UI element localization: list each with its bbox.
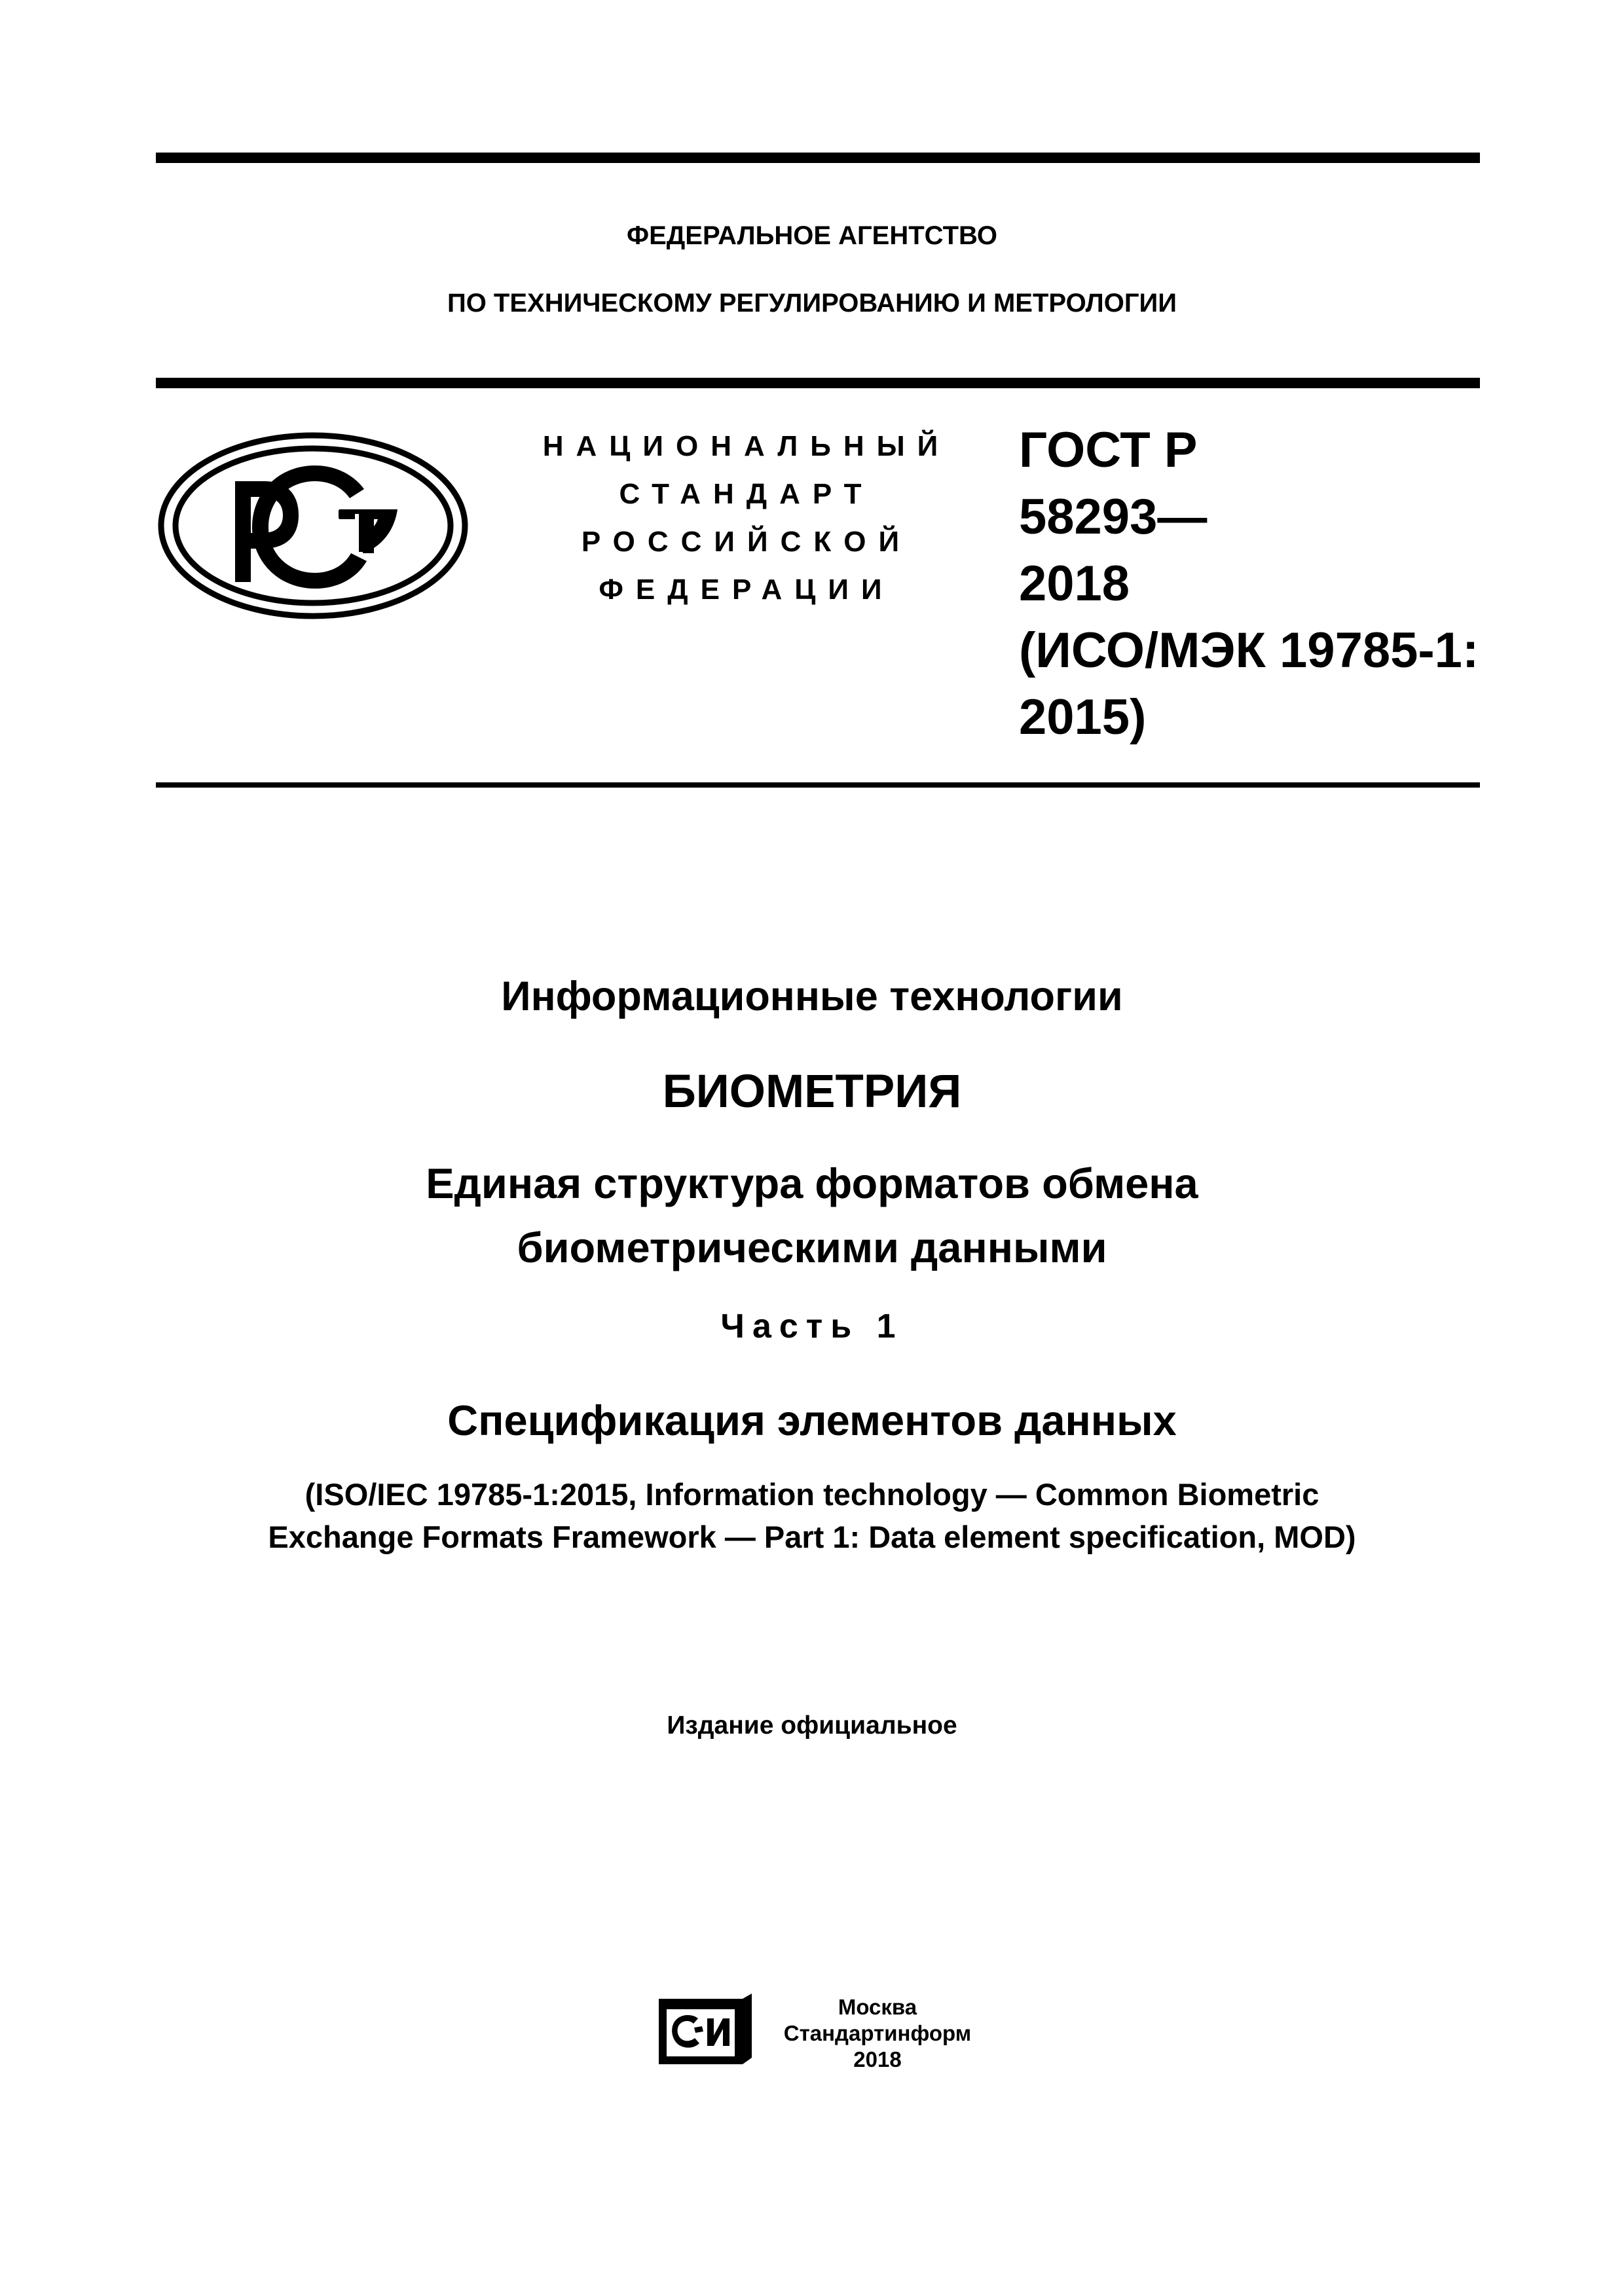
designation-line-2: 58293— bbox=[1019, 489, 1208, 545]
national-standard-heading bbox=[504, 422, 989, 613]
standard-designation bbox=[1019, 417, 1477, 751]
national-standard-line-4: ФЕДЕРАЦИИ bbox=[599, 574, 895, 606]
title-name-line-1: Единая структура форматов обмена bbox=[426, 1159, 1198, 1207]
title-name-line-2: биометрическими данными bbox=[517, 1224, 1107, 1271]
agency-name-line-2: ПО ТЕХНИЧЕСКОМУ РЕГУЛИРОВАНИЮ И МЕТРОЛОГИИ bbox=[447, 289, 1177, 318]
source-standard-line-2: Exchange Formats Framework — Part 1: Data element specification, MOD) bbox=[268, 1520, 1356, 1554]
designation-line-1: ГОСТ Р bbox=[1019, 422, 1198, 478]
designation-line-4: (ИСО/МЭК 19785-1: bbox=[1019, 623, 1479, 678]
publisher-name: Стандартинформ bbox=[783, 2021, 972, 2045]
title-subject: БИОМЕТРИЯ bbox=[662, 1066, 962, 1118]
header-rule bbox=[156, 378, 1480, 388]
publisher-year: 2018 bbox=[853, 2047, 902, 2071]
title-part-name: Спецификация элементов данных bbox=[447, 1396, 1177, 1444]
edition-note: Издание официальное bbox=[667, 1711, 957, 1740]
national-standard-line-2: СТАНДАРТ bbox=[619, 478, 874, 510]
source-standard-line-1: (ISO/IEC 19785-1:2015, Information technology — Common Biometric bbox=[304, 1477, 1320, 1512]
designation-line-5: 2015) bbox=[1019, 689, 1147, 745]
national-standard-line-3: РОССИЙСКОЙ bbox=[581, 526, 912, 558]
publisher-block bbox=[760, 1994, 995, 2073]
national-standard-line-1: НАЦИОНАЛЬНЫЙ bbox=[542, 430, 951, 462]
gost-r-logo-icon bbox=[156, 429, 470, 622]
agency-name-line-1: ФЕДЕРАЛЬНОЕ АГЕНТСТВО bbox=[626, 221, 998, 250]
designation-rule bbox=[156, 782, 1480, 788]
top-rule bbox=[156, 153, 1480, 163]
designation-line-3: 2018 bbox=[1019, 556, 1130, 611]
title-field: Информационные технологии bbox=[501, 974, 1123, 1019]
standartinform-logo-icon bbox=[655, 1992, 754, 2068]
publisher-city: Москва bbox=[838, 1995, 917, 2019]
title-part-number: Часть 1 bbox=[720, 1307, 904, 1345]
